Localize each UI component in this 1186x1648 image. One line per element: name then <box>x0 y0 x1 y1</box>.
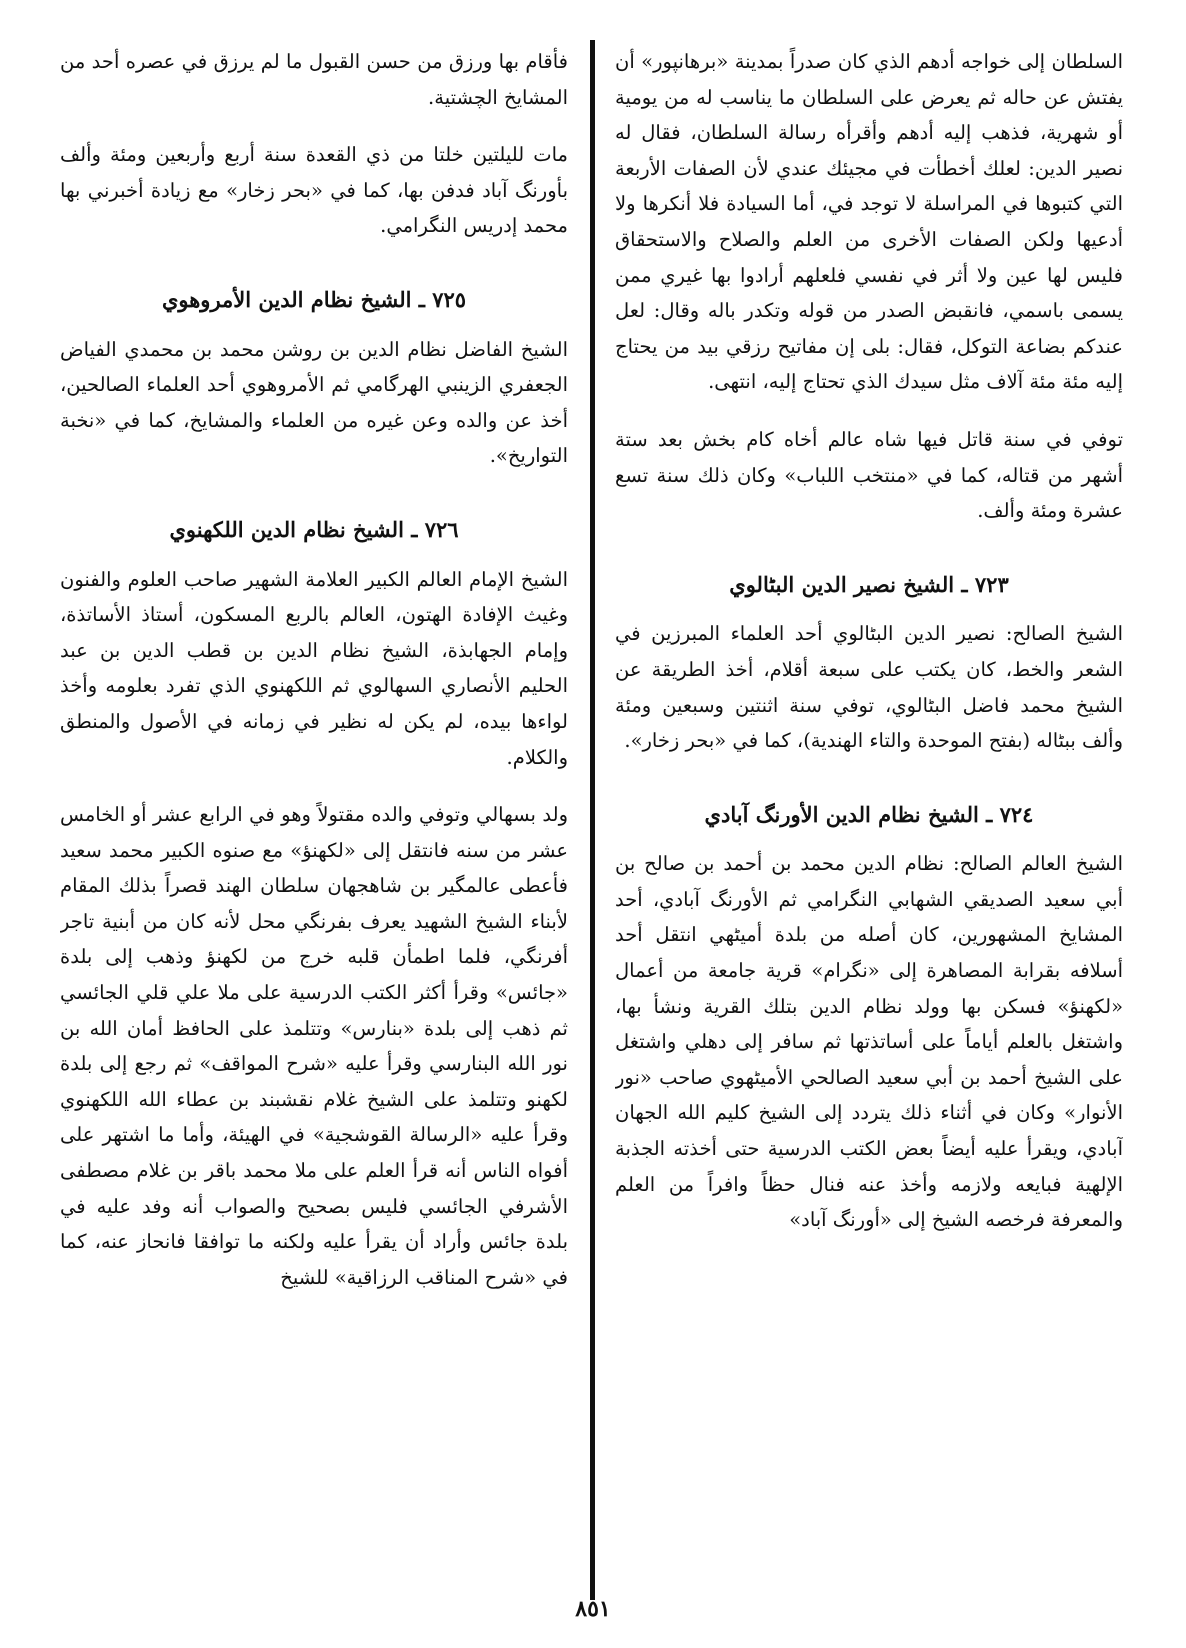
paragraph: الشيخ الصالح: نصير الدين البٹالوي أحد العلماء المبرزين في الشعر والخط، كان يكتب على سبعة أقلام، أخذ الطريقة عن الشيخ محمد فاضل البٹالوي، توفي سنة اثنتين وسبعين ومئة وألف ببٹاله (بفتح الموحدة والتاء الهندية)، كما في «بحر زخار». <box>615 622 1123 753</box>
paragraph: مات لليلتين خلتا من ذي القعدة سنة أربع وأربعين ومئة وألف بأورنگ آباد فدفن بها، كما في «بحر زخار» مع زيادة أخبرني بها محمد إدريس النگرامي. <box>60 143 568 238</box>
paragraph: الشيخ الإمام العالم الكبير العلامة الشهير صاحب العلوم والفنون وغيث الإفادة الهتون، العالم بالربع المسكون، أستاذ الأساتذة، وإمام الجهابذة، الشيخ نظام الدين بن قطب الدين بن عبد الحليم الأنصاري السهالوي ثم اللكهنوي الذي تفرد بعلومه وأخذ لواءها بيده، لم يكن له نظير في زمانه في الأصول والمنطق والكلام. <box>60 567 568 769</box>
paragraph: ولد بسهالي وتوفي والده مقتولاً وهو في الرابع عشر أو الخامس عشر من سنه فانتقل إلى «لكهنؤ» مع صنوه الكبير محمد سعيد فأعطى عالمگير بن شاهجهان سلطان الهند قصراً بذلك المقام لأبناء الشيخ الشهيد يعرف بفرنگي محل لأنه كان من أبنية تاجر أفرنگي، فلما اطمأن قلبه خرج من لكهنؤ وذهب إلى بلدة «جائس» وقرأ أكثر الكتب الدرسية على ملا علي قلي الجائسي ثم ذهب إلى بلدة «بنارس» وتتلمذ على الحافظ أمان الله بن نور الله البنارسي وقرأ عليه «شرح المواقف» ثم رجع إلى بلدة لكهنو وتتلمذ على الشيخ غلام نقشبند بن عطاء الله اللكهنوي وقرأ عليه «الرسالة القوشجية» في الهيئة، وأما ما اشتهر على أفواه الناس أنه قرأ العلم على ملا محمد باقر بن غلام مصطفى الأشرفي الجائسي فليس بصحيح والصواب أنه وفد عليه في بلدة جائس وأراد أن يقرأ عليه ولكنه ما توافقا فانحاز عنه، كما في «شرح المناقب الرزاقية» للشيخ <box>60 803 568 1289</box>
entry-heading: ٧٢٤ ـ الشيخ نظام الدين الأورنگ آبادي <box>704 801 1034 827</box>
paragraph: الشيخ العالم الصالح: نظام الدين محمد بن أحمد بن صالح بن أبي سعيد الصديقي الشهابي النگرامي ثم الأورنگ آبادي، أحد المشايخ المشهورين، كان أصله من بلدة أميٹهي انتقل أحد أسلافه بقرابة المصاهرة إلى «نگرام» قرية جامعة من أعمال «لكهنؤ» فسكن بها وولد نظام الدين بتلك القرية ونشأ بها، واشتغل بالعلم أياماً على أساتذتها ثم سافر إلى دهلي واشتغل على الشيخ أحمد بن أبي سعيد الصالحي الأميٹهوي صاحب «نور الأنوار» وكان في أثناء ذلك يتردد إلى الشيخ كليم الله الجهان آبادي، ويقرأ عليه أيضاً بعض الكتب الدرسية حتى أخذته الجذبة الإلهية فبايعه ولازمه وأخذ عنه فنال حظاً وافراً من العلم والمعرفة فرخصه الشيخ إلى «أورنگ آباد» <box>615 852 1123 1232</box>
column-divider <box>590 40 595 1600</box>
right-column <box>615 44 1123 1574</box>
paragraph: توفي في سنة قاتل فيها شاه عالم أخاه كام بخش بعد ستة أشهر من قتاله، كما في «منتخب اللباب» وكان ذلك سنة تسع عشرة ومئة وألف. <box>615 427 1123 523</box>
left-column <box>60 44 568 1574</box>
paragraph: الشيخ الفاضل نظام الدين بن روشن محمد بن محمدي الفياض الجعفري الزينبي الهرگامي ثم الأمروهوي أحد العلماء الصالحين، أخذ عن والده وعن غيره من العلماء والمشايخ، كما في «نخبة التواريخ». <box>60 337 568 468</box>
entry-heading: ٧٢٣ ـ الشيخ نصير الدين البٹالوي <box>729 571 1009 597</box>
paragraph: فأقام بها ورزق من حسن القبول ما لم يرزق في عصره أحد من المشايخ الچشتية. <box>60 50 568 109</box>
paragraph: السلطان إلى خواجه أدهم الذي كان صدراً بمدينة «برهانپور» أن يفتش عن حاله ثم يعرض على السلطان ما يناسب له من يومية أو شهرية، فذهب إليه أدهم وأقرأه رسالة السلطان، فقال له نصير الدين: لعلك أخطأت في مجيئك عندي لأن الصفات الأربعة التي كتبوها في المراسلة لا توجد في، أما السيادة فلا أنكرها ولا أدعيها ولكن الصفات الأخرى من العلم والصلاح والاستحقاق فليس لها عين ولا أثر في نفسي فلعلهم أرادوا بها غيري ممن يسمى باسمي، فانقبض الصدر من قوله وتكدر باله وقال: لعل عندكم بضاعة التوكل، فقال: بلى إن مفاتيح رزقي بيد من يحتاج إليه مئة مئة آلاف مثل سيدك الذي تحتاج إليه، انتهى. <box>615 50 1123 394</box>
entry-heading: ٧٢٦ ـ الشيخ نظام الدين اللكهنوي <box>169 516 459 542</box>
page-number: ٨٥١ <box>575 1596 611 1622</box>
entry-heading: ٧٢٥ ـ الشيخ نظام الدين الأمروهوي <box>161 286 467 312</box>
